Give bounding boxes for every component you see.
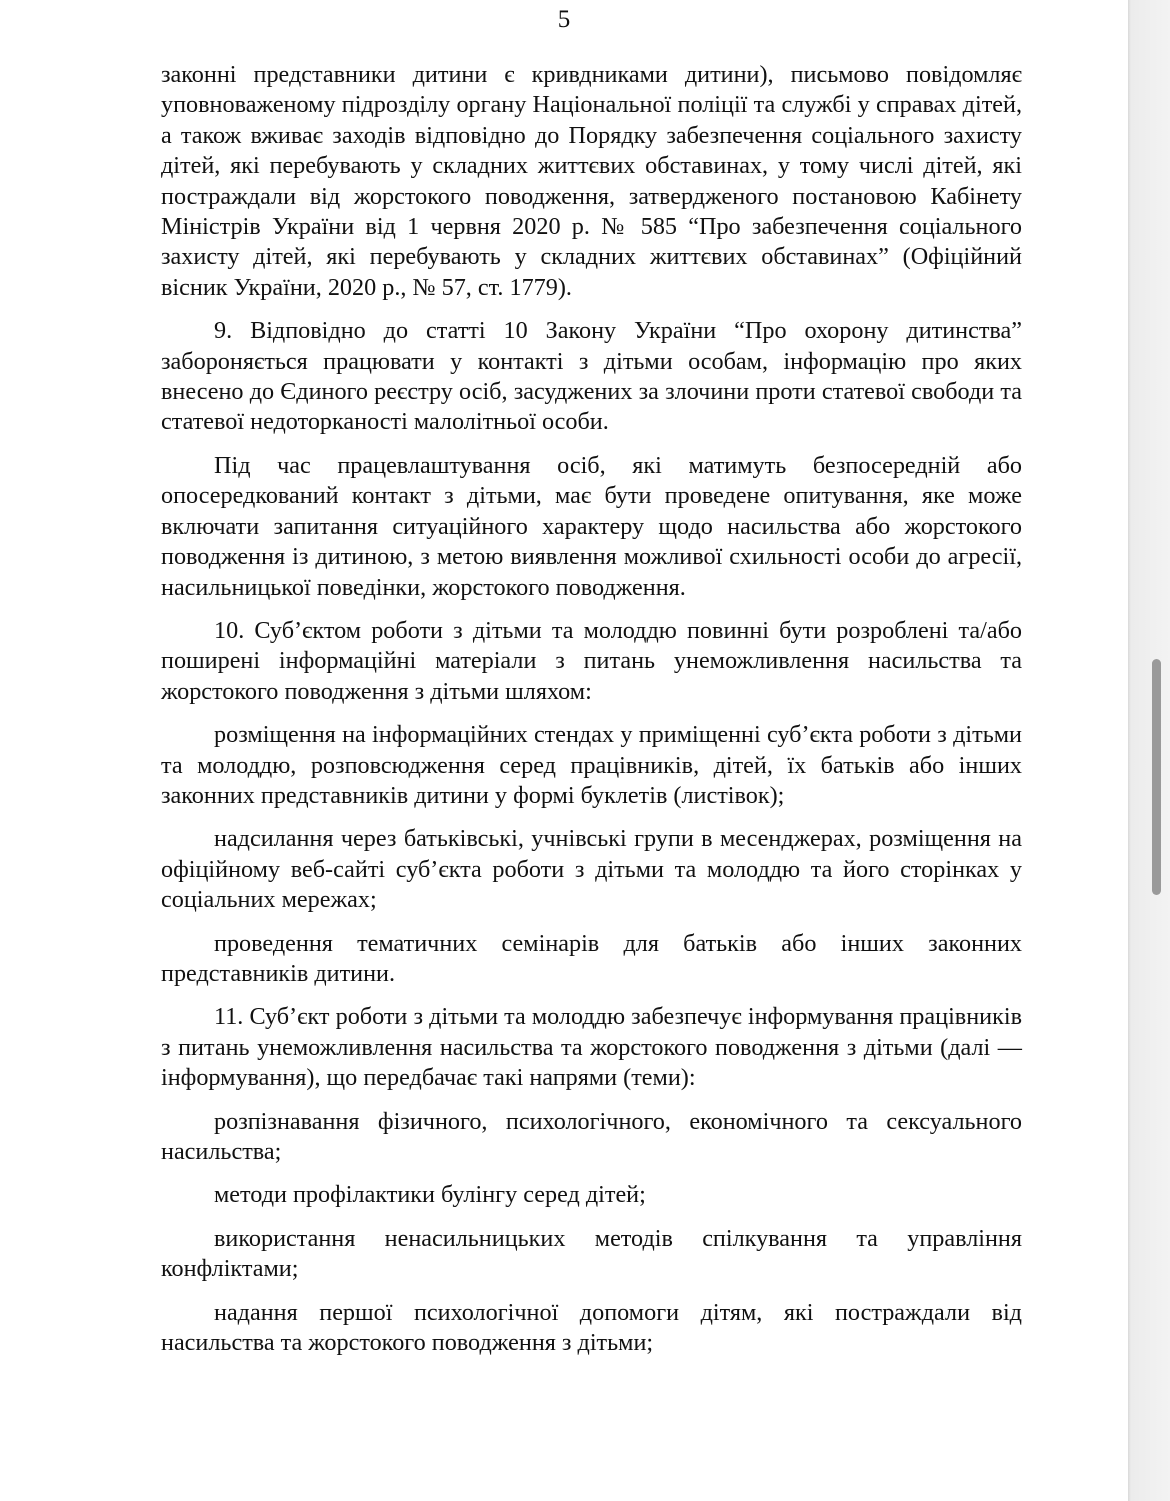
paragraph: проведення тематичних семінарів для батьків або інших законних представників дитини. <box>161 929 1022 987</box>
page-number: 5 <box>557 6 571 33</box>
paragraph: використання ненасильницьких методів спілкування та управління конфліктами; <box>161 1224 1022 1283</box>
scrollbar-thumb[interactable] <box>1152 659 1161 895</box>
paragraph: 11. Суб’єкт роботи з дітьми та молоддю забезпечує інформування працівників з питань унеможливлення насильства та жорстокого поводження з дітьми (далі — інформування), що передбачає такі напрями (теми): <box>161 1003 1022 1092</box>
paragraph: розміщення на інформаційних стендах у приміщенні суб’єкта роботи з дітьми та молоддю, розповсюдження серед працівників, дітей, їх батьків або інших законних представників дитини у формі буклетів (листівок); <box>161 721 1022 809</box>
paragraph: 9. Відповідно до статті 10 Закону України “Про охорону дитинства” забороняється працювати у контакті з дітьми особам, інформацію про яких внесено до Єдиного реєстру осіб, засуджених за злочини проти статевої свободи та статевої недоторканості малолітньої особи. <box>161 317 1022 436</box>
paragraph: Під час працевлаштування осіб, які матимуть безпосередній або опосередкований контакт з дітьми, має бути проведене опитування, яке може включати запитання ситуаційного характеру щодо насильства або жорстокого поводження із дитиною, з метою виявлення можливої схильності особи до агресії, насильницької поведінки, жорстокого поводження. <box>161 451 1022 601</box>
paragraph: розпізнавання фізичного, психологічного, економічного та сексуального насильства; <box>161 1107 1022 1165</box>
paragraph: методи профілактики булінгу серед дітей; <box>214 1181 646 1209</box>
paragraph: 10. Суб’єктом роботи з дітьми та молоддю повинні бути розроблені та/або поширені інформаційні матеріали з питань унеможливлення насильства та жорстокого поводження з дітьми шляхом: <box>161 616 1022 705</box>
document-body <box>161 60 1022 1371</box>
paragraph: надсилання через батьківські, учнівські групи в месенджерах, розміщення на офіційному веб-сайті суб’єкта роботи з дітьми та молоддю та його сторінках у соціальних мережах; <box>161 825 1022 914</box>
paragraph: надання першої психологічної допомоги дітям, які постраждали від насильства та жорстокого поводження з дітьми; <box>161 1298 1022 1357</box>
scroll-track[interactable] <box>1128 0 1170 1501</box>
paragraph: законні представники дитини є кривдниками дитини), письмово повідомляє уповноваженому підрозділу органу Національної поліції та службі у справах дітей, а також вживає заходів відповідно до Порядку забезпечення соціального захисту дітей, які перебувають у складних життєвих обставинах, у тому числі дітей, які постраждали від жорстокого поводження, затвердженого постановою Кабінету Міністрів України від 1 червня 2020 р. № 585 “Про забезпечення соціального захисту дітей, які перебувають у складних життєвих обставинах” (Офіційний вісник України, 2020 р., № 57, ст. 1779). <box>161 61 1022 301</box>
